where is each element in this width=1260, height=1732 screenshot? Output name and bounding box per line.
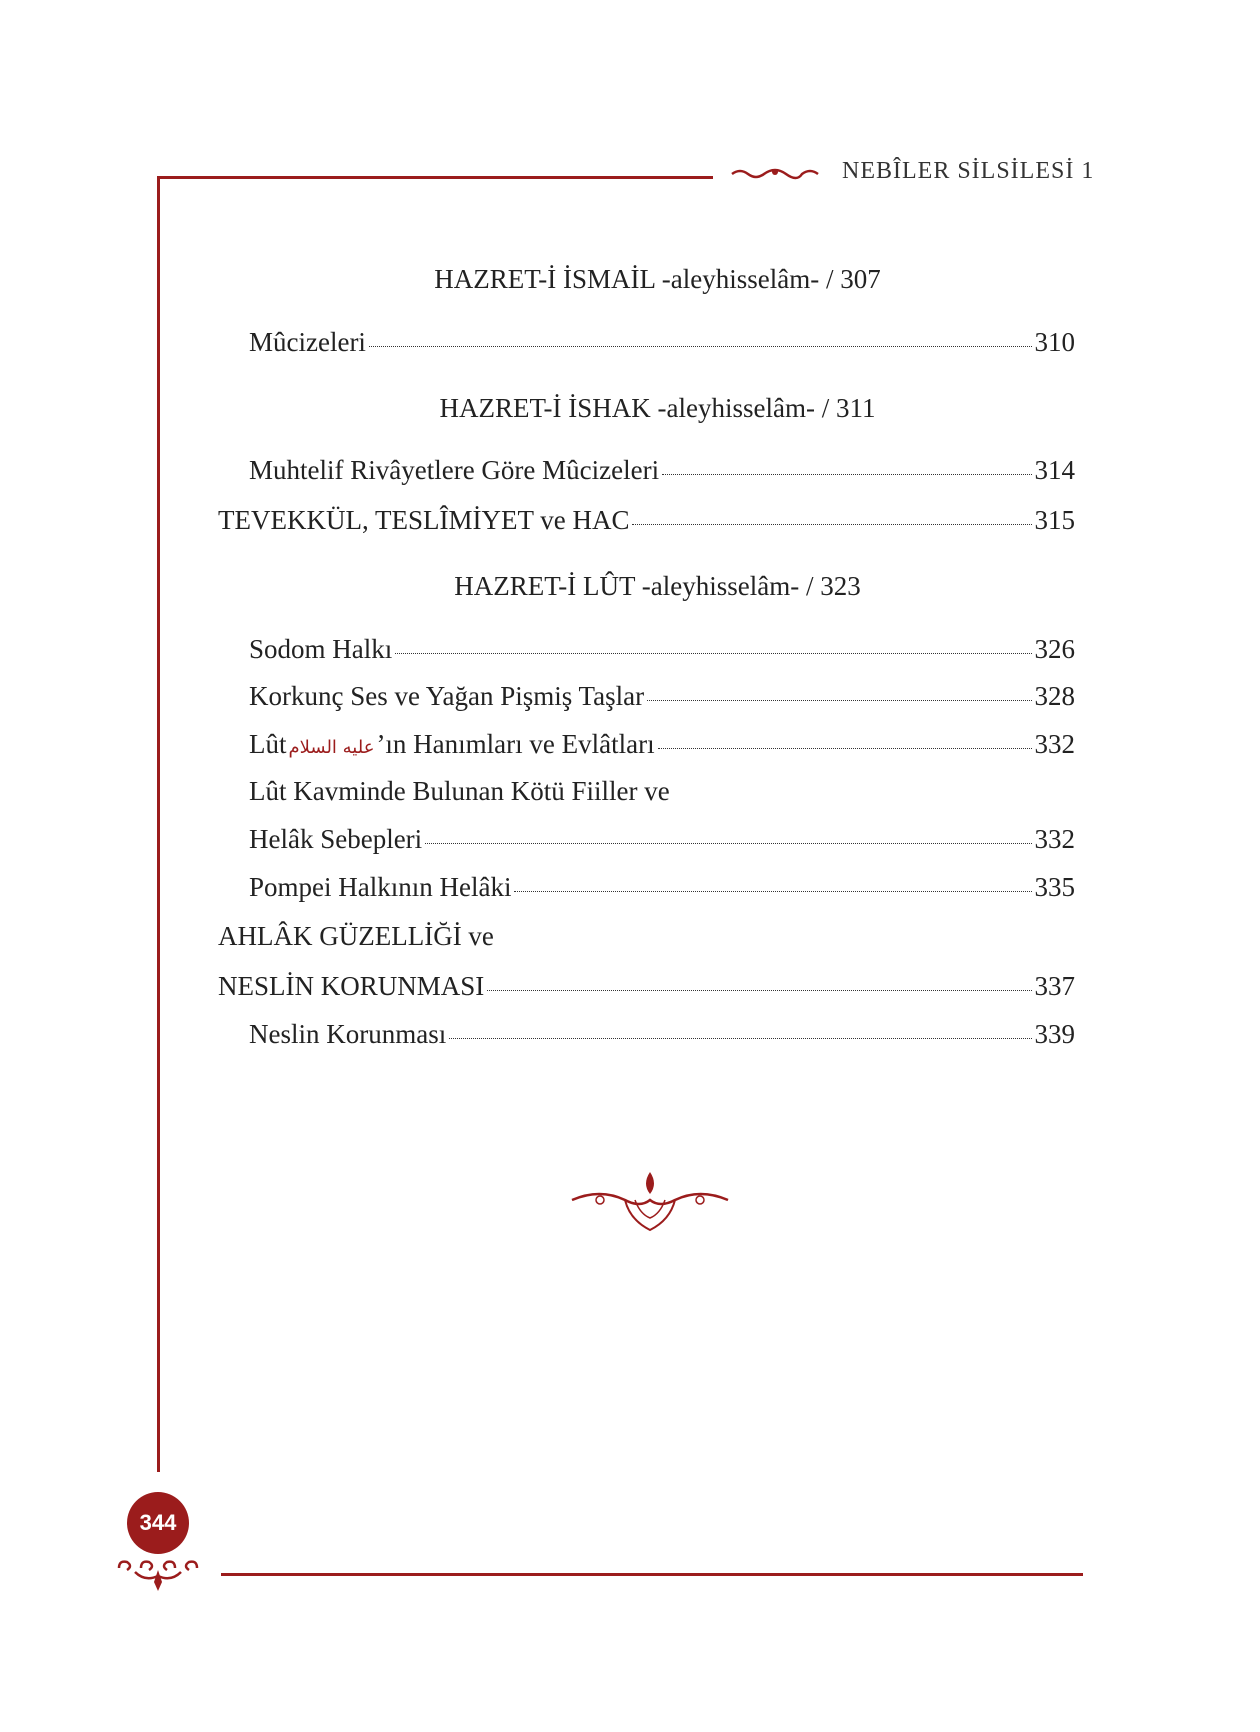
- entry-label: NESLİN KORUNMASI: [218, 971, 485, 1001]
- leader-dots: [369, 346, 1032, 347]
- entry-page: 326: [1034, 634, 1075, 664]
- toc-entry[interactable]: [218, 971, 1075, 1002]
- toc-entry[interactable]: [249, 681, 1075, 712]
- header-rule: [158, 176, 713, 179]
- running-header: NEBÎLER SİLSİLESİ 1: [842, 158, 1095, 184]
- entry-page: 335: [1034, 872, 1075, 902]
- leader-dots: [395, 653, 1031, 654]
- entry-page: 328: [1034, 681, 1075, 711]
- toc-entry[interactable]: [249, 1019, 1075, 1050]
- entry-label: Sodom Halkı: [249, 634, 393, 664]
- entry-label: Mûcizeleri: [249, 327, 366, 357]
- entry-label: TEVEKKÜL, TESLÎMİYET ve HAC: [218, 505, 630, 535]
- entry-page: 315: [1034, 505, 1075, 535]
- leader-dots: [662, 474, 1031, 475]
- header-ornament-icon: [730, 166, 820, 182]
- entry-page: 314: [1034, 455, 1075, 485]
- leader-dots: [514, 891, 1031, 892]
- toc-entry[interactable]: [249, 872, 1075, 903]
- entry-page: 332: [1034, 824, 1075, 854]
- entry-page: 339: [1034, 1019, 1075, 1049]
- toc-heading: HAZRET-İ LÛT -aleyhisselâm- / 323: [454, 571, 861, 601]
- entry-page: 332: [1034, 729, 1075, 759]
- leader-dots: [658, 748, 1032, 749]
- entry-label: Lût: [249, 729, 287, 759]
- section-end-ornament-icon: [570, 1170, 730, 1232]
- entry-label: Korkunç Ses ve Yağan Pişmiş Taşlar: [249, 681, 645, 711]
- toc-entry[interactable]: [249, 327, 1075, 358]
- toc-heading: HAZRET-İ İSHAK -aleyhisselâm- / 311: [439, 393, 876, 423]
- entry-label-suffix: ’ın Hanımları ve Evlâtları: [376, 729, 655, 759]
- leader-dots: [647, 700, 1031, 701]
- toc-heading: HAZRET-İ İSMAİL -aleyhisselâm- / 307: [434, 264, 881, 294]
- toc-entry[interactable]: [249, 634, 1075, 665]
- page-number-badge: 344: [127, 1492, 189, 1554]
- entry-page: 310: [1034, 327, 1075, 357]
- leader-dots: [425, 843, 1031, 844]
- entry-label: Muhtelif Rivâyetlere Göre Mûcizeleri: [249, 455, 660, 485]
- entry-label: Helâk Sebepleri: [249, 824, 423, 854]
- footer-rule: [221, 1573, 1083, 1576]
- entry-label-line: Lût Kavminde Bulunan Kötü Fiiller ve: [249, 776, 670, 806]
- entry-label: Neslin Korunması: [249, 1019, 447, 1049]
- footer-ornament-icon: [115, 1556, 201, 1592]
- toc-entry[interactable]: [218, 505, 1075, 536]
- entry-label: Pompei Halkının Helâki: [249, 872, 512, 902]
- toc-entry[interactable]: [249, 824, 1075, 855]
- entry-label-line: AHLÂK GÜZELLİĞİ ve: [218, 921, 494, 951]
- margin-rule: [157, 176, 160, 1472]
- leader-dots: [487, 990, 1031, 991]
- toc-entry[interactable]: [249, 729, 1075, 760]
- leader-dots: [449, 1038, 1031, 1039]
- toc-entry[interactable]: [249, 455, 1075, 486]
- entry-page: 337: [1034, 971, 1075, 1001]
- leader-dots: [632, 524, 1031, 525]
- honorific-arabic: عليه السلام: [288, 737, 375, 758]
